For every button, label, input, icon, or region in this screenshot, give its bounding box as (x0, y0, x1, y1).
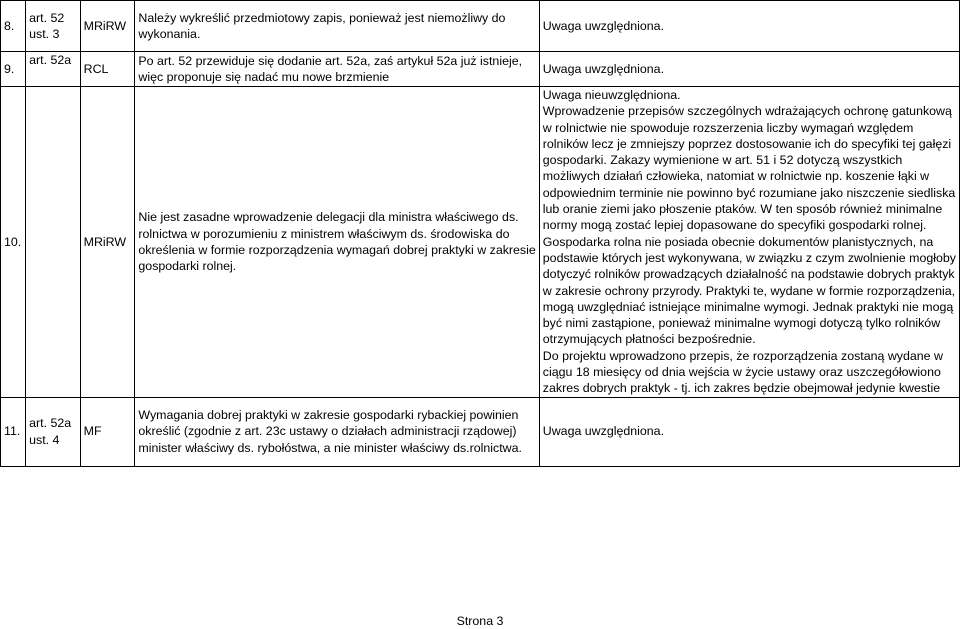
comment-text-cell (135, 87, 539, 398)
article-ref-line: art. 52a (29, 53, 72, 67)
resolution-text-line: możliwych działań człowieka, natomiat w rolnictwie np. koszenie łąki w (542, 169, 930, 184)
resolution-text-line: odpowiednim terminie nie powinno być rozumiane jako niszczenie siedliska (542, 185, 956, 200)
comment-text-line: rolnictwa w porozumieniu z ministrem właściwym ds. środowiska do (138, 226, 510, 241)
submitter-cell (80, 87, 135, 398)
resolution-text-line: normy mogą zostać lepiej dopasowane do specyfiki gospodarki rolnej. (542, 218, 927, 233)
comment-text-cell (135, 1, 539, 52)
article-ref-cell (26, 87, 81, 398)
resolution-text-line: Gospodarka rolna nie posiada obecnie dokumentów planistycznych, na (542, 234, 934, 249)
submitter: RCL (83, 61, 109, 76)
resolution-text-line: mogą uwzględniać istniejące minimalne wymogi. Jednak praktyki nie mogą (542, 299, 954, 314)
page-number: Strona 3 (456, 614, 504, 628)
comment-text-line: wykonania. (138, 27, 201, 41)
article-ref-line: art. 52a (29, 416, 72, 431)
resolution-text-cell (539, 1, 959, 52)
article-ref-line: art. 52 (29, 10, 65, 25)
resolution-text-cell (539, 397, 959, 466)
resolution-text-line: Uwaga nieuwzględniona. (542, 88, 681, 102)
resolution-text-cell (539, 52, 959, 87)
comment-text-line: Po art. 52 przewiduje się dodanie art. 52a, zaś artykuł 52a już istnieje, (138, 53, 523, 68)
resolution-text-line: Do projektu wprowadzono przepis, że rozporządzenia zostaną wydane w (542, 348, 943, 363)
resolution-text-line: Uwaga uwzględniona. (542, 18, 665, 33)
row-number: 8. (4, 18, 15, 33)
table-row (1, 397, 960, 466)
comment-text-line: minister właściwy ds. rybołóstwa, a nie minister właściwy ds.rolnictwa. (138, 440, 522, 455)
submitter: MF (83, 424, 102, 439)
submitter-cell (80, 52, 135, 87)
submitter: MRiRW (83, 234, 127, 249)
article-ref-cell (26, 397, 81, 466)
row-number-cell (1, 1, 26, 52)
resolution-text-cell (539, 87, 959, 398)
comment-text-line: określić (zgodnie z art. 23c ustawy o działach administracji rządowej) (138, 424, 517, 439)
comment-text-cell (135, 52, 539, 87)
resolution-text-line: dotyczyć rolników prowadzących działalność na podstawie dobrych praktyk (542, 267, 955, 282)
comment-text-line: Nie jest zasadne wprowadzenie delegacji dla ministra właściwego ds. (138, 210, 519, 225)
row-number: 9. (4, 61, 15, 76)
row-number-cell (1, 87, 26, 398)
comment-text-line: więc proponuje się nadać mu nowe brzmienie (138, 70, 390, 84)
resolution-text-line: lub oranie ziemi jako płoszenie ptaków. W ten sposób również minimalne (542, 202, 943, 217)
resolution-text-line: Wprowadzenie przepisów szczególnych wdrażających ochronę gatunkową (542, 104, 952, 119)
comment-text-line: określenia w formie rozporządzenia wymagań dobrej praktyki w zakresie (138, 242, 536, 257)
resolution-text-line: rolników lecz je zmniejszy poprzez dostosowanie ich do specyfiki tej gałęzi (542, 136, 952, 151)
resolution-text-line: Uwaga uwzględniona. (542, 424, 665, 439)
submitter-cell (80, 397, 135, 466)
resolution-text-line: ciągu 18 miesięcy od dnia wejścia w życie ustawy oraz uszczegółowiono (542, 365, 941, 380)
row-number-cell (1, 52, 26, 87)
article-ref-line: ust. 3 (29, 27, 60, 41)
resolution-text-line: w zakresie ochrony przyrody. Praktyki te, wydane w formie rozporządzenia, (542, 283, 956, 298)
resolution-text-line: zakres dobrych praktyk - tj. ich zakres będzie obejmował jedynie kwestie (542, 381, 941, 396)
resolution-text-line: być nimi zastąpione, ponieważ minimalne wymogi dotyczą tylko rolników (542, 316, 941, 331)
table-row (1, 52, 960, 87)
row-number: 11. (4, 424, 21, 439)
comment-text-line: gospodarki rolnej. (138, 259, 237, 274)
submitter: MRiRW (83, 18, 127, 33)
table-row (1, 87, 960, 398)
table-row (1, 1, 960, 52)
comment-text-cell (135, 397, 539, 466)
comment-text-line: Wymagania dobrej praktyki w zakresie gospodarki rybackiej powinien (138, 408, 519, 423)
resolution-text-line: otrzymujących płatności bezpośrednie. (542, 332, 756, 347)
article-ref-line: ust. 4 (29, 432, 60, 447)
comment-text-line: Należy wykreślić przedmiotowy zapis, ponieważ jest niemożliwy do (138, 10, 506, 25)
resolution-text-line: podstawie których jest wykonywana, w związku z czym zwolnienie mogłoby (542, 250, 956, 265)
submitter-cell (80, 1, 135, 52)
article-ref-cell (26, 1, 81, 52)
resolution-text-line: gospodarki. Zakazy wymienione w art. 51 i 52 dotyczą wszystkich (542, 153, 903, 168)
resolution-text-line: Uwaga uwzględniona. (542, 61, 665, 76)
resolution-text-line: w rolnictwie nie spowoduje rozszerzenia liczby wymagań względem (542, 120, 914, 135)
row-number: 10. (4, 234, 22, 249)
row-number-cell (1, 397, 26, 466)
article-ref-cell (26, 52, 81, 87)
